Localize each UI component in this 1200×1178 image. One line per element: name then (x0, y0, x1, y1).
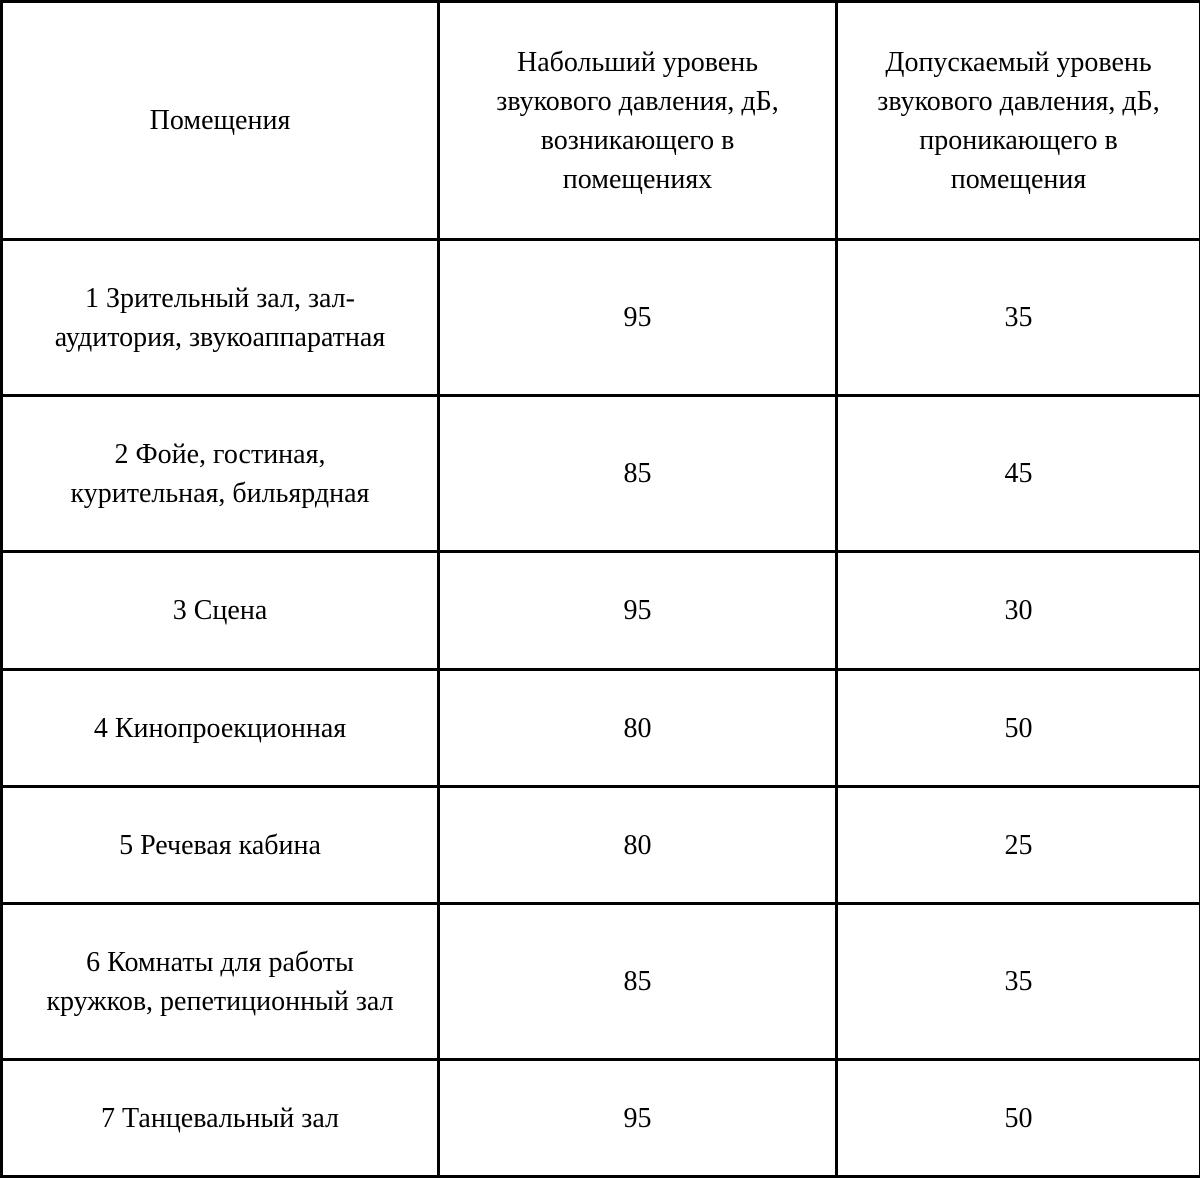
header-allowed-level (837, 2, 1200, 240)
max-level-cell: 95 (439, 552, 837, 670)
room-name-line: курительная, бильярдная (9, 474, 431, 513)
room-name-line: 1 Зрительный зал, зал- (9, 279, 431, 318)
allowed-level-cell: 50 (837, 1060, 1200, 1177)
header-room-line: Помещения (9, 101, 431, 140)
table-row (2, 670, 1200, 787)
room-cell (2, 396, 439, 552)
allowed-level-cell: 45 (837, 396, 1200, 552)
allowed-level-cell: 35 (837, 904, 1200, 1060)
max-level-cell: 80 (439, 787, 837, 904)
max-level-cell: 85 (439, 396, 837, 552)
header-allowed-level-line: Допускаемый уровень (844, 43, 1193, 82)
room-name-line: 6 Комнаты для работы (9, 943, 431, 982)
room-name-line: аудитория, звукоаппаратная (9, 318, 431, 357)
allowed-level-cell: 35 (837, 240, 1200, 396)
header-max-level-line: возникающего в (446, 121, 829, 160)
table-row (2, 787, 1200, 904)
room-name-line: 7 Танцевальный зал (9, 1099, 431, 1138)
room-cell (2, 552, 439, 670)
header-max-level-line: звукового давления, дБ, (446, 82, 829, 121)
room-name-line: 5 Речевая кабина (9, 826, 431, 865)
table-header-row (2, 2, 1200, 240)
max-level-cell: 85 (439, 904, 837, 1060)
room-cell (2, 1060, 439, 1177)
table-row (2, 904, 1200, 1060)
header-max-level (439, 2, 837, 240)
room-cell (2, 670, 439, 787)
table-row (2, 396, 1200, 552)
header-allowed-level-line: звукового давления, дБ, (844, 82, 1193, 121)
room-name-line: 2 Фойе, гостиная, (9, 435, 431, 474)
header-room (2, 2, 439, 240)
header-max-level-line: помещениях (446, 160, 829, 199)
allowed-level-cell: 50 (837, 670, 1200, 787)
room-cell (2, 240, 439, 396)
table-row (2, 552, 1200, 670)
room-name-line: 4 Кинопроекционная (9, 709, 431, 748)
allowed-level-cell: 30 (837, 552, 1200, 670)
max-level-cell: 95 (439, 240, 837, 396)
max-level-cell: 80 (439, 670, 837, 787)
allowed-level-cell: 25 (837, 787, 1200, 904)
header-allowed-level-line: помещения (844, 160, 1193, 199)
table-row (2, 240, 1200, 396)
room-name-line: 3 Сцена (9, 591, 431, 630)
room-cell (2, 787, 439, 904)
header-allowed-level-line: проникающего в (844, 121, 1193, 160)
header-max-level-line: Набольший уровень (446, 43, 829, 82)
room-name-line: кружков, репетиционный зал (9, 982, 431, 1021)
room-cell (2, 904, 439, 1060)
max-level-cell: 95 (439, 1060, 837, 1177)
table-row (2, 1060, 1200, 1177)
